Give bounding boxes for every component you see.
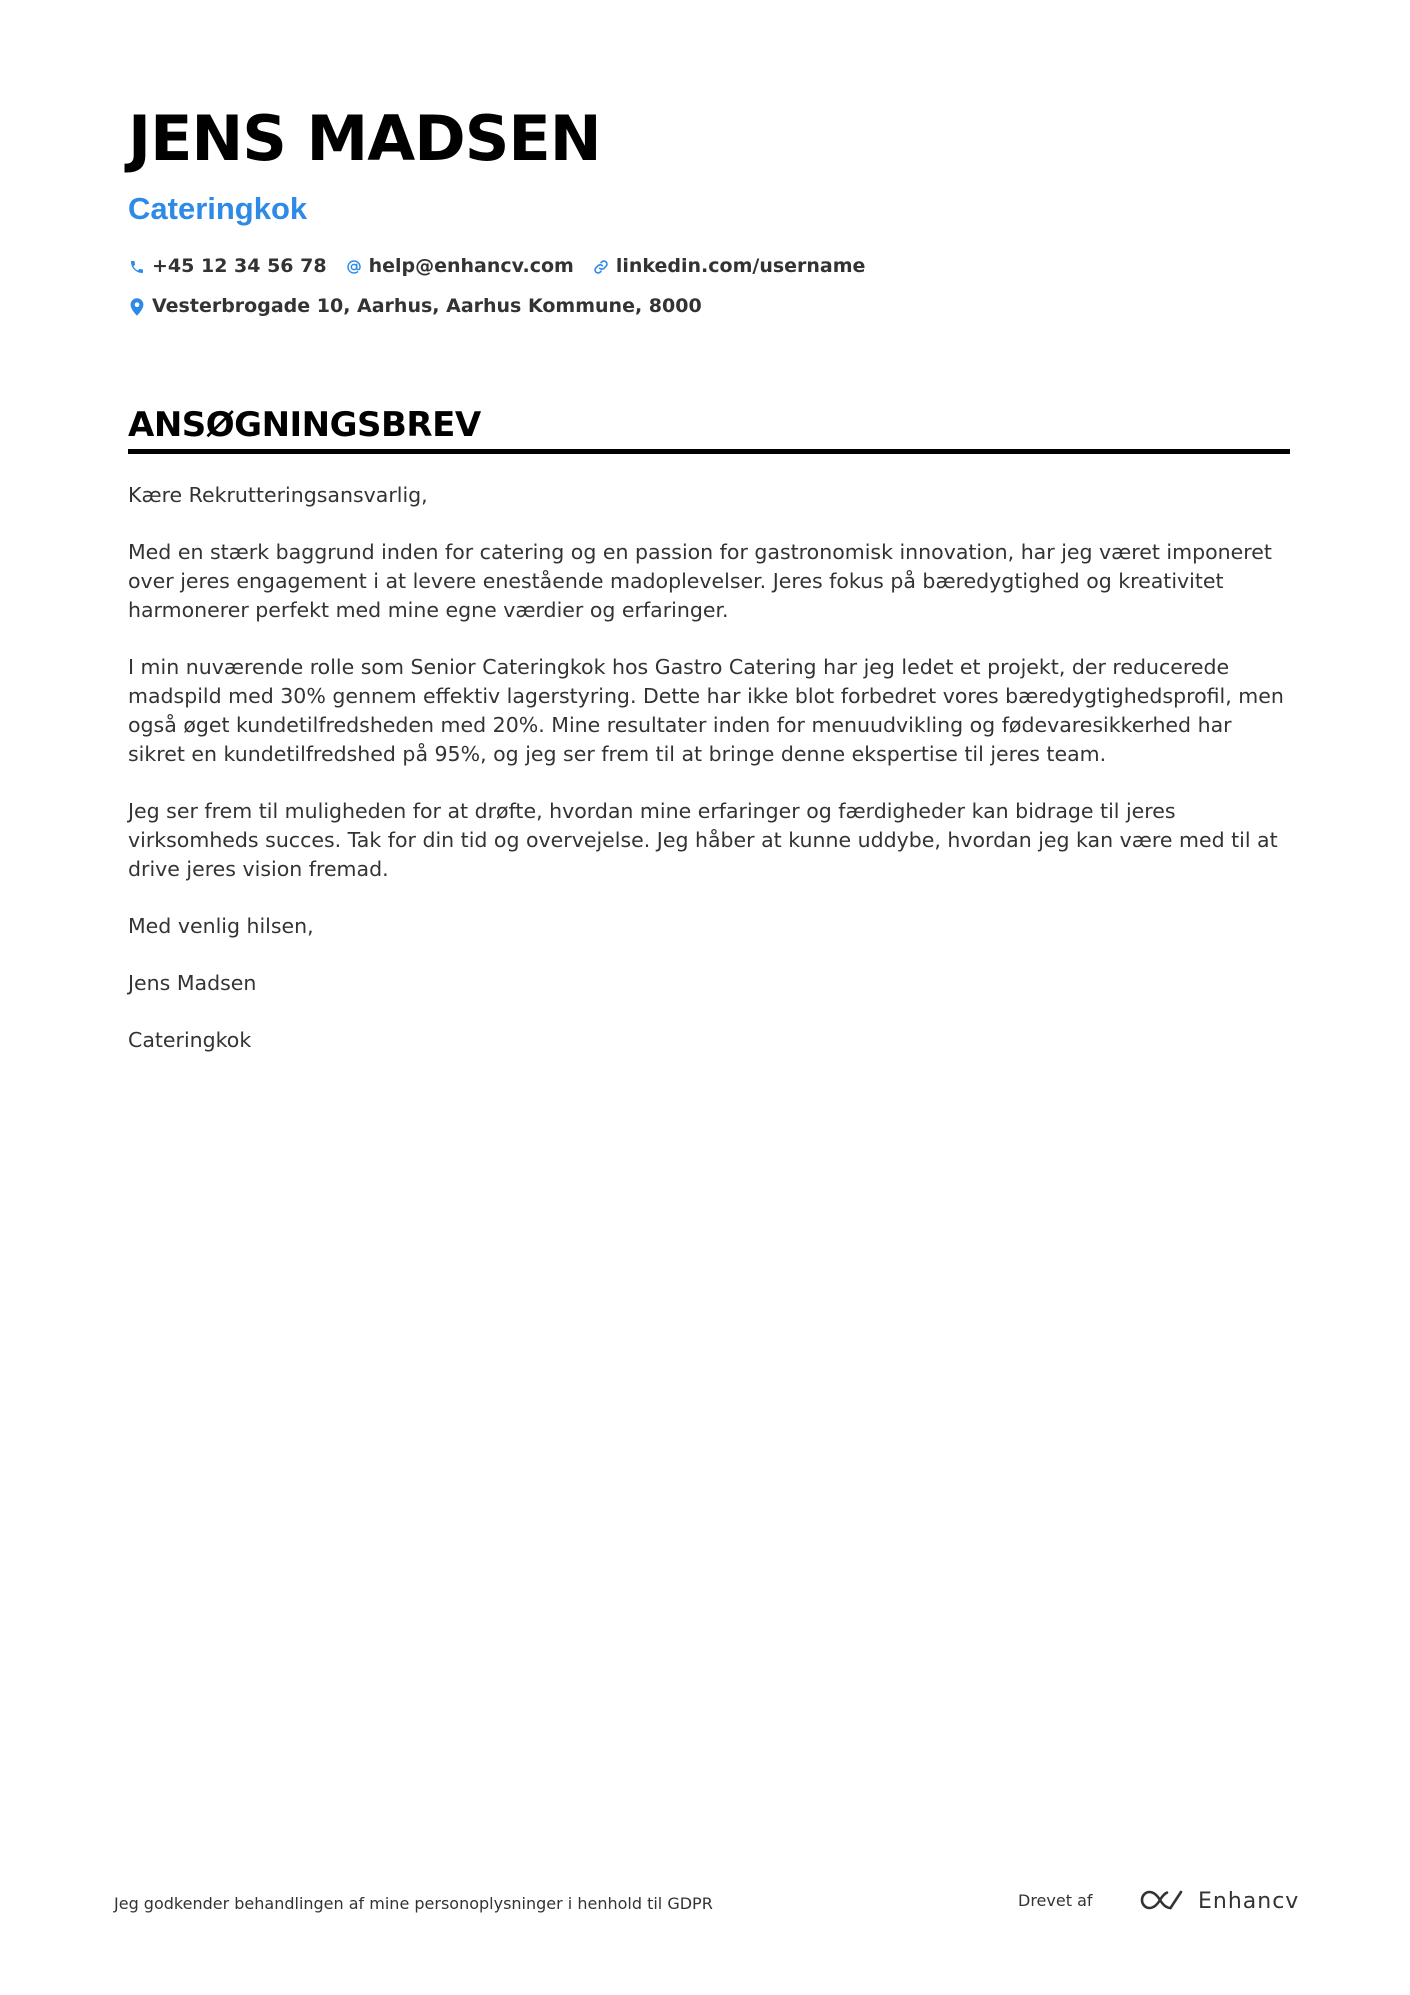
at-icon	[345, 258, 363, 276]
section-divider	[128, 449, 1290, 454]
letter-paragraph: Med en stærk baggrund inden for catering og en passion for gastronomisk innovation, har jeg været imponeret over jeres engagement i at levere enestående madoplevelser. Jeres fokus på bæredygtighed og kreativitet harmonerer perfekt med mine egne værdier og erfaringer.	[128, 540, 1272, 622]
job-title: Cateringkok	[128, 191, 308, 226]
letter-greeting: Kære Rekrutteringsansvarlig,	[128, 483, 428, 507]
enhancv-wordmark: Enhancv	[1198, 1889, 1300, 1914]
email-address: help@enhancv.com	[368, 255, 574, 277]
letter-paragraph: Jeg ser frem til muligheden for at drøfte, hvordan mine erfaringer og færdigheder kan bidrage til jeres virksomheds succes. Tak for din tid og overvejelse. Jeg håber at kunne uddybe, hvordan jeg kan være med til at drive jeres vision fremad.	[128, 799, 1278, 881]
enhancv-brand[interactable]	[1138, 1884, 1299, 1920]
applicant-name: JENS MADSEN	[128, 102, 601, 175]
signature-title: Cateringkok	[128, 1028, 252, 1052]
location-pin-icon	[128, 298, 146, 316]
address-text: Vesterbrogade 10, Aarhus, Aarhus Kommune, 8000	[152, 295, 702, 317]
powered-by-label: Drevet af	[1018, 1891, 1093, 1910]
contact-linkedin[interactable]	[592, 257, 866, 276]
gdpr-consent: Jeg godkender behandlingen af mine personoplysninger i henhold til GDPR	[114, 1894, 713, 1913]
letter-closing: Med venlig hilsen,	[128, 914, 314, 938]
enhancv-logo-icon	[1138, 1887, 1186, 1918]
contact-row-primary	[128, 257, 883, 276]
contact-phone[interactable]	[128, 257, 327, 276]
contact-row-address	[128, 297, 720, 316]
phone-number: +45 12 34 56 78	[152, 255, 327, 277]
contact-email[interactable]	[345, 257, 574, 276]
letter-paragraph: I min nuværende rolle som Senior Cateringkok hos Gastro Catering har jeg ledet et projekt, der reducerede madspild med 30% gennem effektiv lagerstyring. Dette har ikke blot forbedret vores bæredygtighedsprofil, men også øget kundetilfredsheden med 20%. Mine resultater inden for menuudvikling og fødevaresikkerhed har sikret en kundetilfredshed på 95%, og jeg ser frem til at bringe denne ekspertise til jeres team.	[128, 655, 1284, 766]
linkedin-url: linkedin.com/username	[615, 255, 866, 277]
signature-name: Jens Madsen	[128, 971, 257, 995]
section-heading: ANSØGNINGSBREV	[128, 405, 481, 445]
contact-address	[128, 297, 702, 316]
phone-icon	[128, 258, 146, 276]
link-icon	[592, 258, 610, 276]
letter-body	[128, 481, 1290, 1083]
